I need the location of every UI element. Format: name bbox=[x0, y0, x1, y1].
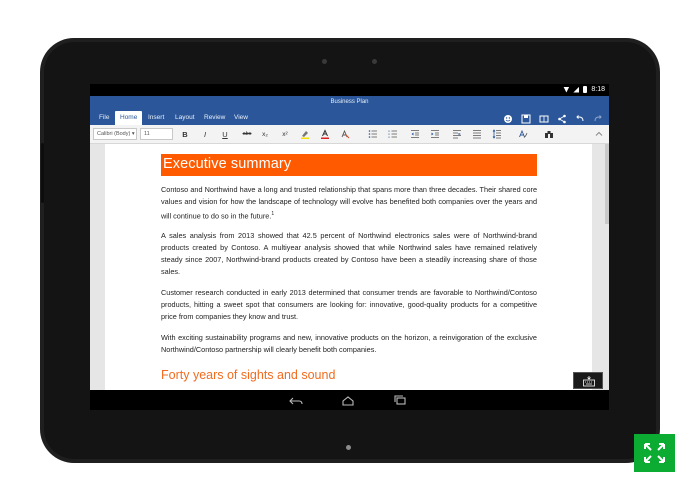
battery-icon bbox=[583, 86, 587, 93]
heading-text: Executive summary bbox=[163, 156, 292, 172]
reading-view-icon[interactable] bbox=[539, 111, 549, 121]
footnote-marker[interactable]: 1 bbox=[271, 211, 275, 217]
tab-home[interactable]: Home bbox=[115, 111, 142, 125]
back-icon[interactable] bbox=[288, 394, 304, 406]
vertical-scrollbar[interactable] bbox=[605, 144, 609, 224]
paragraph-4: With exciting sustainability programs and new, innovative products on the horizon, a reinvigoration of the exclusive Northwind/Contoso partnership will clearly benefit both companies. bbox=[161, 333, 537, 354]
tab-insert[interactable]: Insert bbox=[148, 114, 165, 121]
undo-icon[interactable] bbox=[575, 111, 585, 121]
document-page[interactable] bbox=[105, 144, 592, 390]
share-icon[interactable] bbox=[557, 111, 567, 121]
increase-indent-icon[interactable] bbox=[430, 129, 440, 140]
save-icon[interactable] bbox=[521, 111, 531, 121]
justify-icon[interactable] bbox=[472, 129, 482, 140]
camera-dot-right bbox=[372, 59, 377, 64]
status-time: 8:18 bbox=[591, 86, 605, 93]
highlight-icon[interactable] bbox=[300, 129, 310, 140]
collapse-ribbon-chevron-icon[interactable] bbox=[594, 129, 604, 140]
superscript-button[interactable]: x² bbox=[282, 131, 288, 138]
camera-dot-left bbox=[322, 59, 327, 64]
paragraph-2: A sales analysis from 2013 showed that 42.5 percent of Northwind electronics sales were of Northwind-brand products created by Contoso. A multiyear analysis showed that while Northwind sales have remained relatively steady since 2007, Northwind-brand products created by Contoso have been a steadily increasing share of those sales. bbox=[161, 231, 537, 276]
decrease-indent-icon[interactable] bbox=[410, 129, 420, 140]
wifi-icon bbox=[563, 87, 569, 93]
align-left-icon[interactable] bbox=[452, 129, 462, 140]
keyboard-icon bbox=[583, 376, 595, 387]
line-spacing-icon[interactable] bbox=[492, 129, 502, 140]
redo-icon[interactable] bbox=[593, 111, 603, 121]
document-title: Business Plan bbox=[90, 96, 609, 108]
font-name-dropdown[interactable]: Calibri (Body) ▾ bbox=[93, 128, 137, 140]
status-bar bbox=[90, 84, 609, 96]
font-color-icon[interactable] bbox=[320, 129, 330, 140]
tab-layout[interactable]: Layout bbox=[175, 114, 195, 121]
underline-button[interactable]: U bbox=[222, 130, 228, 139]
paragraph-1-text: Contoso and Northwind have a long and trusted relationship that spans more than three decades. Their shared core values and vision for how the landscape of technology will evolve has benefited both companies over the years and will continue to do so in the future. bbox=[161, 185, 537, 221]
font-size-dropdown[interactable] bbox=[140, 128, 173, 140]
paragraph-3: Customer research conducted in early 2013 determined that consumer trends are favorable to Northwind/Contoso products, hitting a sweet spot that consumers are looking for: innovative, good-quality products for a competitive price from companies they know and trust. bbox=[161, 288, 537, 321]
tablet-screen bbox=[90, 84, 609, 410]
tab-review[interactable]: Review bbox=[204, 114, 226, 121]
clear-formatting-icon[interactable] bbox=[340, 129, 350, 140]
document-canvas bbox=[90, 144, 609, 390]
italic-button[interactable]: I bbox=[203, 130, 207, 139]
find-binoculars-icon[interactable] bbox=[544, 129, 554, 140]
font-name-value: Calibri (Body) bbox=[97, 131, 131, 137]
home-icon[interactable] bbox=[340, 394, 356, 406]
bold-button[interactable]: B bbox=[182, 130, 188, 139]
styles-icon[interactable] bbox=[518, 129, 528, 140]
font-size-value: 11 bbox=[144, 131, 150, 137]
home-indicator-dot bbox=[346, 445, 351, 450]
android-nav-bar bbox=[90, 390, 609, 410]
ribbon-tab-bar bbox=[90, 108, 609, 125]
recent-apps-icon[interactable] bbox=[392, 394, 408, 406]
signal-icon bbox=[573, 87, 579, 93]
expand-arrows-icon bbox=[644, 443, 665, 463]
home-ribbon bbox=[90, 125, 609, 144]
strikethrough-button[interactable]: abc bbox=[242, 131, 252, 137]
paragraph-1 bbox=[161, 184, 537, 222]
tablet-side-button bbox=[41, 143, 44, 203]
numbering-icon[interactable] bbox=[388, 129, 398, 140]
smiley-feedback-icon[interactable] bbox=[503, 111, 513, 121]
subheading: Forty years of sights and sound bbox=[161, 368, 336, 382]
heading-executive-summary bbox=[161, 154, 537, 176]
tab-view[interactable]: View bbox=[234, 114, 248, 121]
tab-file[interactable]: File bbox=[99, 114, 110, 121]
subscript-button[interactable]: x₂ bbox=[262, 131, 268, 138]
keyboard-toggle-button[interactable] bbox=[573, 372, 603, 389]
bullets-icon[interactable] bbox=[368, 129, 378, 140]
fullscreen-expand-button[interactable] bbox=[634, 434, 675, 472]
